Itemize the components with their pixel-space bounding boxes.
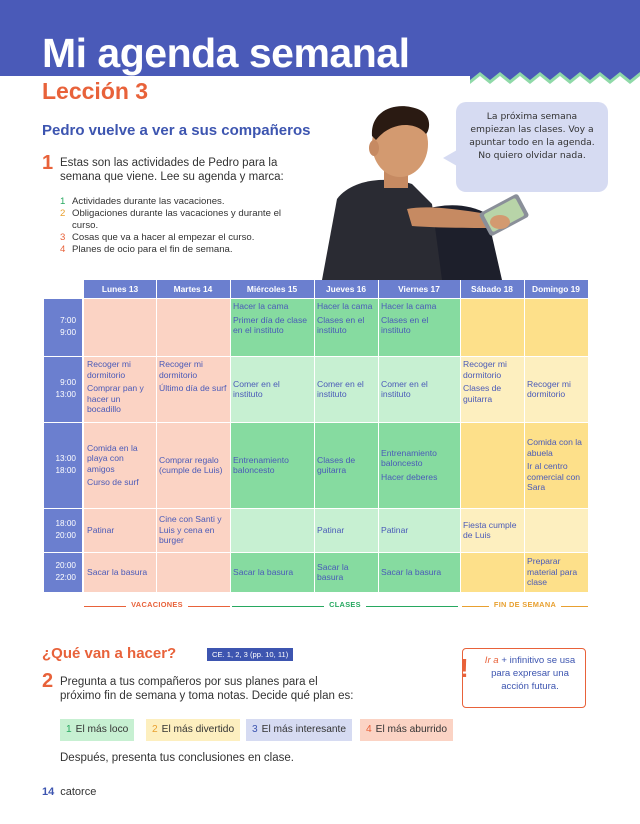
schedule-cell: Patinar bbox=[314, 508, 378, 552]
period-vacaciones: VACACIONES bbox=[84, 600, 230, 614]
option-chip: 1 El más loco bbox=[60, 719, 134, 741]
schedule-cell: Patinar bbox=[378, 508, 460, 552]
schedule-cell: Recoger mi dormitorio bbox=[524, 356, 588, 422]
schedule-cell: Entrenamiento baloncesto bbox=[230, 422, 314, 508]
schedule-cell: Hacer la cama Clases en el instituto bbox=[378, 298, 460, 356]
day-header: Jueves 16 bbox=[314, 280, 378, 298]
schedule-cell: Clases de guitarra bbox=[314, 422, 378, 508]
schedule-cell: Recoger mi dormitorio Comprar pan y hacer un bocadillo bbox=[84, 356, 156, 422]
schedule-cell: Comer en el instituto bbox=[314, 356, 378, 422]
period-clases: CLASES bbox=[232, 600, 458, 614]
schedule-cell bbox=[460, 422, 524, 508]
time-slot: 9:00 13:00 bbox=[44, 356, 82, 422]
category-item: 3 Cosas que va a hacer al empezar el curso. bbox=[60, 232, 255, 243]
schedule-cell bbox=[84, 298, 156, 356]
schedule-cell: Sacar la basura bbox=[230, 552, 314, 592]
schedule-cell bbox=[156, 552, 230, 592]
schedule-cell bbox=[524, 508, 588, 552]
page-word: catorce bbox=[60, 786, 97, 798]
time-slot: 13:00 18:00 bbox=[44, 422, 82, 508]
schedule-cell: Comida con la abuela Ir al centro comercial con Sara bbox=[524, 422, 588, 508]
exercise-number-2: 2 bbox=[42, 670, 54, 692]
category-item: 2 Obligaciones durante las vacaciones y durante el curso. bbox=[60, 208, 282, 231]
header-zigzag-decoration bbox=[470, 62, 640, 84]
schedule-cell: Fiesta cumple de Luis bbox=[460, 508, 524, 552]
page-title: Mi agenda semanal bbox=[42, 30, 410, 76]
schedule-cell: Preparar material para clase bbox=[524, 552, 588, 592]
category-item: 4 Planes de ocio para el fin de semana. bbox=[60, 244, 233, 255]
schedule-cell bbox=[156, 298, 230, 356]
schedule-cell: Entrenamiento baloncesto Hacer deberes bbox=[378, 422, 460, 508]
time-slot: 20:00 22:00 bbox=[44, 552, 82, 592]
schedule-cell: Recoger mi dormitorio Último día de surf bbox=[156, 356, 230, 422]
section-2-heading: ¿Qué van a hacer? bbox=[42, 645, 177, 662]
schedule-cell bbox=[460, 552, 524, 592]
speech-bubble-tail bbox=[443, 150, 457, 166]
day-header: Sábado 18 bbox=[460, 280, 524, 298]
time-slot: 7:00 9:00 bbox=[44, 298, 82, 356]
section-heading: Pedro vuelve a ver a sus compañeros bbox=[42, 122, 311, 139]
option-chip: 3 El más interesante bbox=[246, 719, 352, 741]
ce-reference-badge: CE. 1, 2, 3 (pp. 10, 11) bbox=[207, 648, 293, 661]
day-header: Miércoles 15 bbox=[230, 280, 314, 298]
option-chip: 4 El más aburrido bbox=[360, 719, 453, 741]
day-header: Viernes 17 bbox=[378, 280, 460, 298]
schedule-cell bbox=[460, 298, 524, 356]
category-item: 1 Actividades durante las vacaciones. bbox=[60, 196, 225, 207]
schedule-cell: Recoger mi dormitorio Clases de guitarra bbox=[460, 356, 524, 422]
schedule-cell bbox=[524, 298, 588, 356]
day-header: Lunes 13 bbox=[84, 280, 156, 298]
schedule-cell: Comer en el instituto bbox=[378, 356, 460, 422]
schedule-cell: Patinar bbox=[84, 508, 156, 552]
final-instruction: Después, presenta tus conclusiones en clase. bbox=[60, 752, 294, 764]
schedule-cell: Hacer la cama Primer día de clase en el instituto bbox=[230, 298, 314, 356]
day-header: Martes 14 bbox=[156, 280, 230, 298]
exclamation-icon: ! bbox=[460, 653, 469, 683]
schedule-cell: Sacar la basura bbox=[314, 552, 378, 592]
schedule-cell: Sacar la basura bbox=[378, 552, 460, 592]
weekly-schedule bbox=[44, 280, 588, 592]
page-number: 14 bbox=[42, 786, 55, 798]
schedule-cell: Comer en el instituto bbox=[230, 356, 314, 422]
exercise-1-instruction: Estas son las actividades de Pedro para la semana que viene. Lee su agenda y marca: bbox=[60, 157, 284, 183]
grammar-rule-box: Ir a + infinitivo se usa para expresar una acción futura. bbox=[462, 648, 586, 708]
schedule-cell bbox=[230, 508, 314, 552]
lesson-title: Lección 3 bbox=[42, 78, 149, 104]
schedule-cell: Hacer la cama Clases en el instituto bbox=[314, 298, 378, 356]
time-slot: 18:00 20:00 bbox=[44, 508, 82, 552]
exercise-number-1: 1 bbox=[42, 152, 54, 174]
schedule-cell: Comida en la playa con amigos Curso de surf bbox=[84, 422, 156, 508]
schedule-cell: Sacar la basura bbox=[84, 552, 156, 592]
speech-bubble: La próxima semana empiezan las clases. Voy a apuntar todo en la agenda. No quiero olvidar nada. bbox=[456, 102, 608, 192]
day-header: Domingo 19 bbox=[524, 280, 588, 298]
exercise-2-instruction: Pregunta a tus compañeros por sus planes para el próximo fin de semana y toma notas. Decide qué plan es: bbox=[60, 676, 354, 702]
option-chip: 2 El más divertido bbox=[146, 719, 240, 741]
period-fin-semana: FIN DE SEMANA bbox=[462, 600, 588, 614]
page-footer bbox=[42, 786, 96, 798]
schedule-cell: Comprar regalo (cumple de Luis) bbox=[156, 422, 230, 508]
category-list bbox=[60, 196, 300, 256]
schedule-cell: Cine con Santi y Luis y cena en burger bbox=[156, 508, 230, 552]
